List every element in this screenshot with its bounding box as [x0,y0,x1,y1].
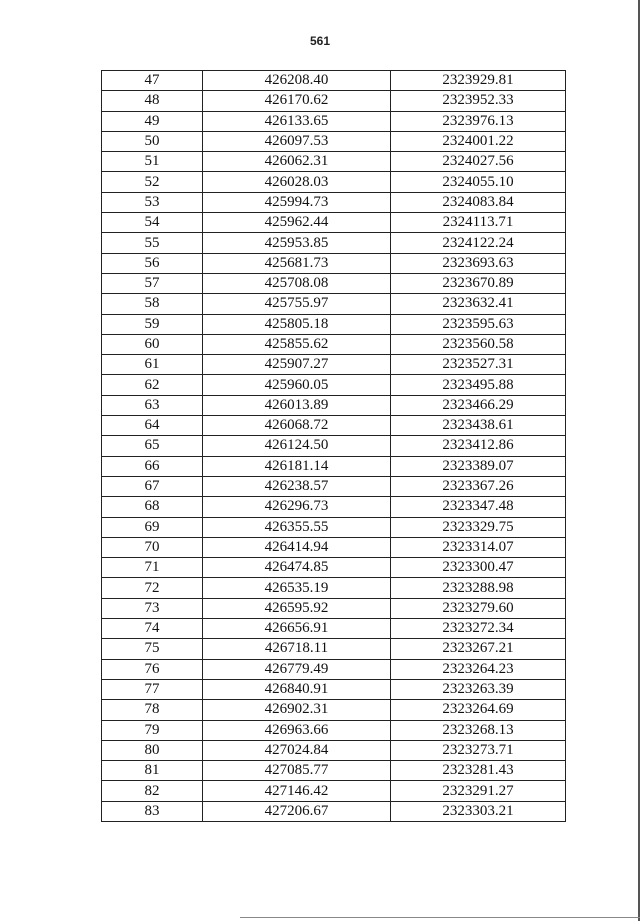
table-row [102,395,566,415]
x-coordinate-cell: 425855.62 [203,334,391,354]
x-coordinate-cell: 426535.19 [203,578,391,598]
point-number-cell: 63 [102,395,203,415]
point-number-cell: 51 [102,152,203,172]
point-number-cell: 61 [102,355,203,375]
point-number-cell: 66 [102,456,203,476]
point-number-cell: 65 [102,436,203,456]
point-number-cell: 47 [102,71,203,91]
point-number-cell: 77 [102,679,203,699]
y-coordinate-cell: 2324001.22 [391,131,566,151]
x-coordinate-cell: 426779.49 [203,659,391,679]
x-coordinate-cell: 425805.18 [203,314,391,334]
point-number-cell: 53 [102,192,203,212]
y-coordinate-cell: 2323288.98 [391,578,566,598]
x-coordinate-cell: 426013.89 [203,395,391,415]
point-number-cell: 80 [102,740,203,760]
x-coordinate-cell: 425953.85 [203,233,391,253]
table-row [102,436,566,456]
x-coordinate-cell: 426718.11 [203,639,391,659]
table-row [102,497,566,517]
point-number-cell: 59 [102,314,203,334]
y-coordinate-cell: 2323329.75 [391,517,566,537]
x-coordinate-cell: 425994.73 [203,192,391,212]
point-number-cell: 58 [102,294,203,314]
x-coordinate-cell: 426170.62 [203,91,391,111]
table-row [102,659,566,679]
table-row [102,111,566,131]
point-number-cell: 82 [102,781,203,801]
y-coordinate-cell: 2323347.48 [391,497,566,517]
x-coordinate-cell: 426296.73 [203,497,391,517]
x-coordinate-cell: 427024.84 [203,740,391,760]
y-coordinate-cell: 2323367.26 [391,476,566,496]
y-coordinate-cell: 2323595.63 [391,314,566,334]
table-row [102,273,566,293]
x-coordinate-cell: 426208.40 [203,71,391,91]
y-coordinate-cell: 2323272.34 [391,619,566,639]
x-coordinate-cell: 426062.31 [203,152,391,172]
x-coordinate-cell: 425960.05 [203,375,391,395]
table-row [102,334,566,354]
y-coordinate-cell: 2323300.47 [391,558,566,578]
y-coordinate-cell: 2323412.86 [391,436,566,456]
table-row [102,740,566,760]
x-coordinate-cell: 425755.97 [203,294,391,314]
y-coordinate-cell: 2323279.60 [391,598,566,618]
point-number-cell: 60 [102,334,203,354]
point-number-cell: 70 [102,537,203,557]
point-number-cell: 75 [102,639,203,659]
table-row [102,152,566,172]
table-row [102,71,566,91]
x-coordinate-cell: 426028.03 [203,172,391,192]
point-number-cell: 76 [102,659,203,679]
x-coordinate-cell: 425681.73 [203,253,391,273]
table-row [102,558,566,578]
x-coordinate-cell: 426068.72 [203,416,391,436]
table-row [102,639,566,659]
x-coordinate-cell: 426474.85 [203,558,391,578]
point-number-cell: 81 [102,761,203,781]
x-coordinate-cell: 426414.94 [203,537,391,557]
y-coordinate-cell: 2323389.07 [391,456,566,476]
y-coordinate-cell: 2323303.21 [391,801,566,821]
y-coordinate-cell: 2324113.71 [391,213,566,233]
y-coordinate-cell: 2323466.29 [391,395,566,415]
point-number-cell: 54 [102,213,203,233]
table-row [102,294,566,314]
table-row [102,192,566,212]
table-row [102,456,566,476]
x-coordinate-cell: 426124.50 [203,436,391,456]
y-coordinate-cell: 2323929.81 [391,71,566,91]
x-coordinate-cell: 425907.27 [203,355,391,375]
table-row [102,700,566,720]
table-row [102,314,566,334]
table-row [102,91,566,111]
y-coordinate-cell: 2323560.58 [391,334,566,354]
coordinates-table [101,70,566,822]
x-coordinate-cell: 425962.44 [203,213,391,233]
y-coordinate-cell: 2323264.23 [391,659,566,679]
table-row [102,578,566,598]
x-coordinate-cell: 426840.91 [203,679,391,699]
table-row [102,761,566,781]
table-row [102,233,566,253]
x-coordinate-cell: 427146.42 [203,781,391,801]
table-row [102,172,566,192]
table-row [102,619,566,639]
x-coordinate-cell: 426355.55 [203,517,391,537]
table-row [102,720,566,740]
y-coordinate-cell: 2323527.31 [391,355,566,375]
table-row [102,679,566,699]
y-coordinate-cell: 2323495.88 [391,375,566,395]
y-coordinate-cell: 2323670.89 [391,273,566,293]
point-number-cell: 64 [102,416,203,436]
y-coordinate-cell: 2323314.07 [391,537,566,557]
table-row [102,131,566,151]
x-coordinate-cell: 427206.67 [203,801,391,821]
point-number-cell: 62 [102,375,203,395]
point-number-cell: 72 [102,578,203,598]
point-number-cell: 55 [102,233,203,253]
coordinates-table-body [102,71,566,822]
x-coordinate-cell: 426133.65 [203,111,391,131]
point-number-cell: 56 [102,253,203,273]
point-number-cell: 49 [102,111,203,131]
y-coordinate-cell: 2323693.63 [391,253,566,273]
table-row [102,375,566,395]
x-coordinate-cell: 426902.31 [203,700,391,720]
point-number-cell: 69 [102,517,203,537]
page-edge-bottom [240,917,640,918]
point-number-cell: 52 [102,172,203,192]
point-number-cell: 57 [102,273,203,293]
x-coordinate-cell: 426097.53 [203,131,391,151]
y-coordinate-cell: 2323632.41 [391,294,566,314]
y-coordinate-cell: 2324027.56 [391,152,566,172]
point-number-cell: 79 [102,720,203,740]
table-row [102,416,566,436]
point-number-cell: 67 [102,476,203,496]
point-number-cell: 68 [102,497,203,517]
x-coordinate-cell: 426656.91 [203,619,391,639]
y-coordinate-cell: 2323264.69 [391,700,566,720]
table-row [102,537,566,557]
y-coordinate-cell: 2323263.39 [391,679,566,699]
x-coordinate-cell: 426238.57 [203,476,391,496]
y-coordinate-cell: 2323291.27 [391,781,566,801]
page-number: 561 [309,34,331,48]
table-row [102,781,566,801]
y-coordinate-cell: 2323952.33 [391,91,566,111]
x-coordinate-cell: 427085.77 [203,761,391,781]
y-coordinate-cell: 2324055.10 [391,172,566,192]
table-row [102,598,566,618]
table-row [102,517,566,537]
y-coordinate-cell: 2323976.13 [391,111,566,131]
y-coordinate-cell: 2323273.71 [391,740,566,760]
table-row [102,476,566,496]
x-coordinate-cell: 425708.08 [203,273,391,293]
y-coordinate-cell: 2323268.13 [391,720,566,740]
point-number-cell: 71 [102,558,203,578]
point-number-cell: 50 [102,131,203,151]
y-coordinate-cell: 2324083.84 [391,192,566,212]
point-number-cell: 74 [102,619,203,639]
y-coordinate-cell: 2324122.24 [391,233,566,253]
y-coordinate-cell: 2323267.21 [391,639,566,659]
point-number-cell: 73 [102,598,203,618]
y-coordinate-cell: 2323281.43 [391,761,566,781]
x-coordinate-cell: 426181.14 [203,456,391,476]
point-number-cell: 78 [102,700,203,720]
table-row [102,253,566,273]
table-row [102,355,566,375]
point-number-cell: 83 [102,801,203,821]
y-coordinate-cell: 2323438.61 [391,416,566,436]
x-coordinate-cell: 426595.92 [203,598,391,618]
table-row [102,213,566,233]
point-number-cell: 48 [102,91,203,111]
x-coordinate-cell: 426963.66 [203,720,391,740]
table-row [102,801,566,821]
